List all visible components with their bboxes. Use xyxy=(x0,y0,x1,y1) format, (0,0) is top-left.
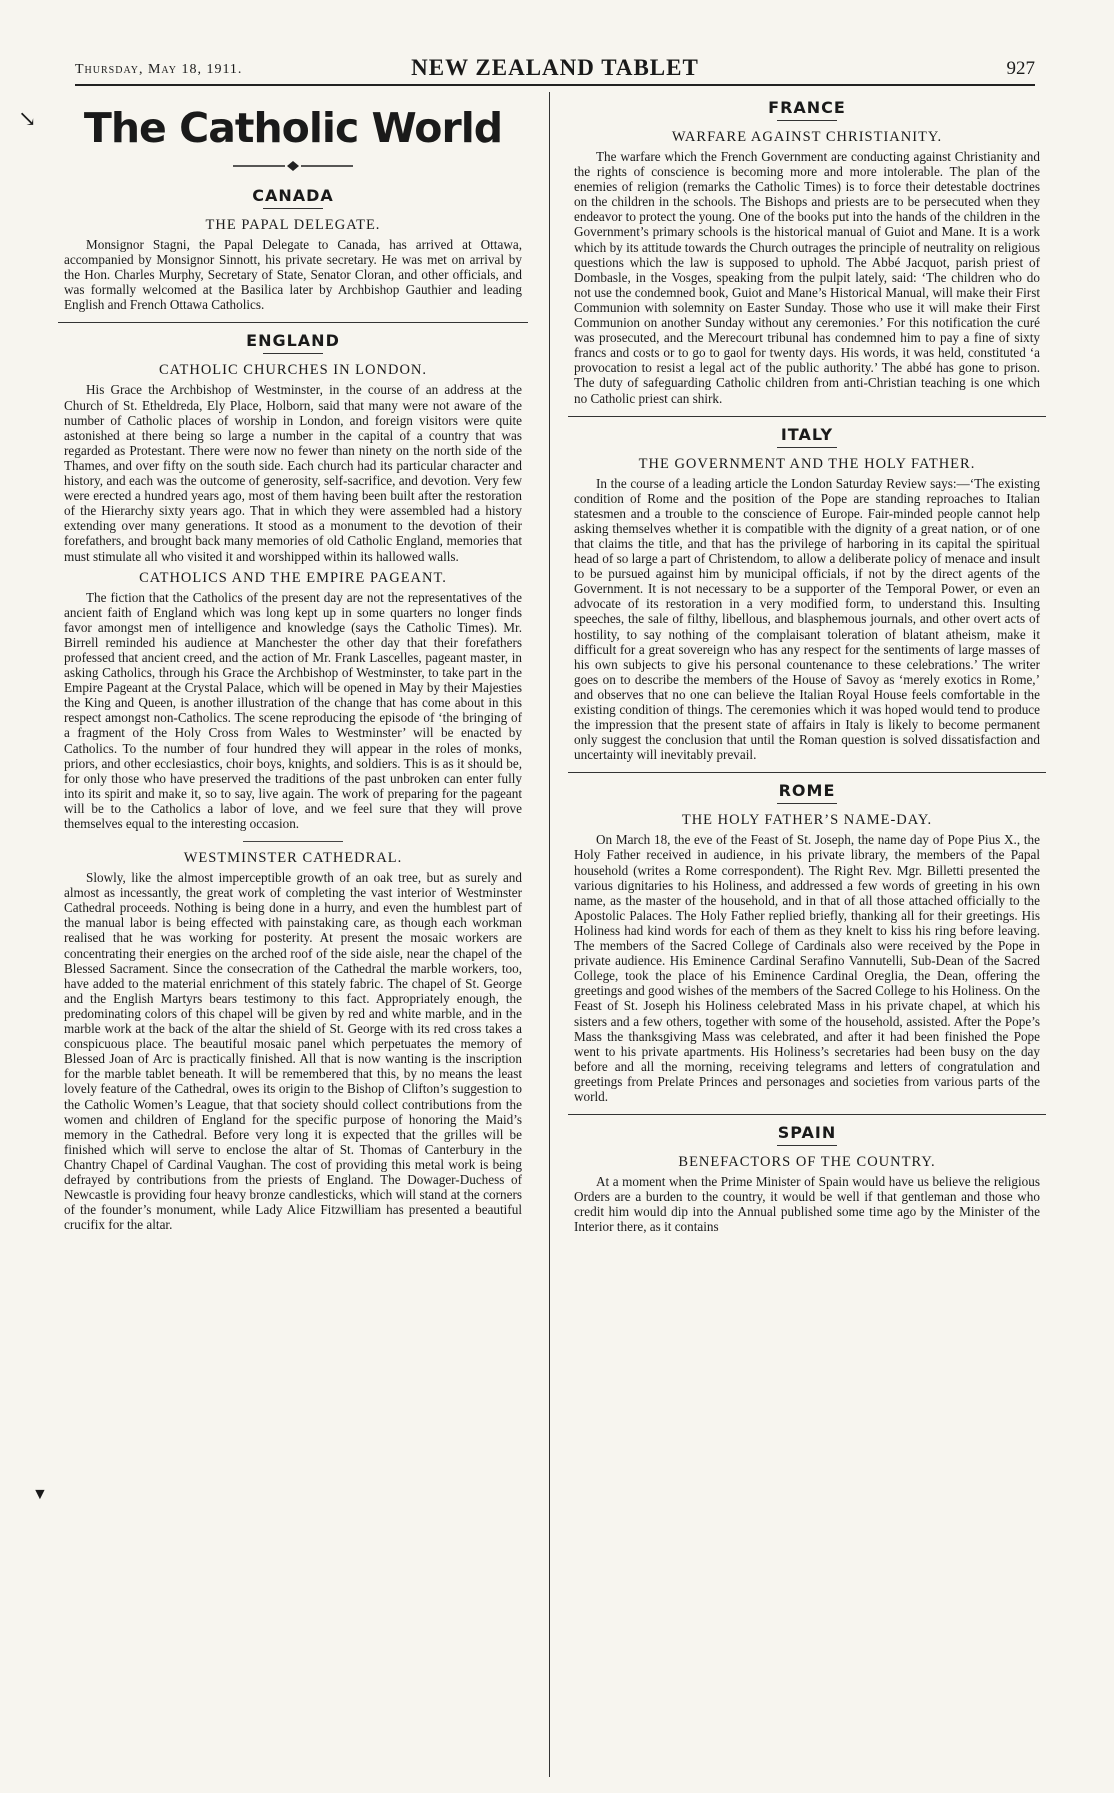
right-column xyxy=(568,92,1046,1782)
heading-rule xyxy=(777,803,837,804)
margin-pointer-icon: ▼ xyxy=(32,1486,48,1503)
country-heading: ROME xyxy=(778,781,836,801)
section-england xyxy=(58,331,528,1232)
article-paragraph: Monsignor Stagni, the Papal Delegate to Canada, has arrived at Ottawa, accompanied by Monsignor Sinnott, his private secretary. He was met on arrival by the Hon. Charles Murphy, Secretary of State, Senator Cloran, and other officials, and was formally welcomed at the Basilica later by Archbishop Gauthier and leading English and French Ottawa Catholics. xyxy=(64,237,522,313)
section-divider xyxy=(568,416,1046,417)
article-paragraph: At a moment when the Prime Minister of Spain would have us believe the religious Orders are a burden to the country, it would be well if that gentleman and those who credit him would dip into the Annual published some time ago by the Minister of the Interior there, as it contains xyxy=(574,1174,1040,1235)
section-italy xyxy=(568,425,1046,763)
heading-rule xyxy=(777,120,837,121)
article-heading: WESTMINSTER CATHEDRAL. xyxy=(183,850,403,867)
country-heading: CANADA xyxy=(252,186,334,205)
article-paragraph: On March 18, the eve of the Feast of St. Joseph, the name day of Pope Pius X., the Holy Father received in audience, in his private library, the members of the Papal household (writes a Rome correspondent). The Right Rev. Mgr. Billetti presented the various dignitaries to his Holiness, and addressed a few words of greeting in his own name, as the master of the household, and in that of all those attached officially to the Apostolic Palaces. The Holy Father replied briefly, thanking all for their greetings. His Holiness had kind words for each of them as they knelt to kiss his ring before leaving. The members of the Sacred College of Cardinals also were received by the Pope in private audience. His Eminence Cardinal Serafino Vannutelli, Sub-Dean of the Sacred College, took the place of his Eminence Cardinal Oreglia, the Dean, offering the greetings and good wishes of the members of the Sacred College to his Holiness. On the Feast of St. Joseph his Holiness celebrated Mass in his private chapel, at which his sisters and a few others, together with some of the household, assisted. After the Pope’s Mass the thanksgiving Mass was celebrated, and after it had been finished the Pope went to his private apartments. His Holiness’s secretaries had been busy on the day before and all the morning, receiving telegrams and letters of congratulation and greetings from Prelate Princes and personages and societies from various parts of the world. xyxy=(574,832,1040,1104)
country-heading: SPAIN xyxy=(777,1123,837,1143)
heading-rule xyxy=(263,208,323,209)
article-paragraph: The fiction that the Catholics of the present day are not the representatives of the ancient faith of England which was long kept up in some quarters no longer finds favor amongst men of intelligence and knowledge (says the Catholic Times). Mr. Birrell reminded his audience at Manchester the other day that their forefathers professed that ancient creed, and the action of Mr. Frank Lascelles, pageant master, in asking Catholics, through his Grace the Archbishop of Westminster, to take part in the Empire Pageant at the Crystal Palace, which will be opened in May by their Majesties the King and Queen, is another illustration of the change that has come about in this respect amongst non-Catholics. The scene reproducing the episode of ‘the bringing of a fragment of the Holy Cross from Wales to Westminster’ will be enacted by Catholics. To the number of four hundred they will appear in the roles of monks, priors, and other ecclesiastics, choir boys, knights, and soldiers. This is as it should be, for only those who have preserved the traditions of the past unbroken can enter fully into its spirit and make it, so to say, live again. The work of preparing for the pageant will be to the Catholics a labor of love, and we feel sure that they will prove themselves equal to the interesting occasion. xyxy=(64,589,522,831)
newspaper-title: NEW ZEALAND TABLET xyxy=(411,55,699,80)
masthead xyxy=(75,50,1035,86)
article-heading: BENEFACTORS OF THE COUNTRY. xyxy=(678,1154,936,1171)
section-divider xyxy=(568,1114,1046,1115)
title-ornament xyxy=(58,158,528,176)
country-heading: ENGLAND xyxy=(246,331,340,351)
page-number: 927 xyxy=(1006,58,1035,79)
column-divider xyxy=(549,92,550,1777)
country-heading: FRANCE xyxy=(768,98,846,117)
issue-date: Thursday, May 18, 1911. xyxy=(75,62,243,77)
section-divider xyxy=(568,772,1046,773)
article-heading: THE PAPAL DELEGATE. xyxy=(205,217,381,233)
left-column xyxy=(58,92,528,1782)
heading-rule xyxy=(263,353,323,354)
article-paragraph: His Grace the Archbishop of Westminster, in the course of an address at the Church of St. Etheldreda, Ely Place, Holborn, said that many were not aware of the number of Catholic places of worship in London, and foreign visitors were quite astonished at there being so large a number in the capital of a country that was regarded as Protestant. There were now no fewer than ninety on the north side of the Thames, and over fifty on the south side. Each church had its particular character and history, and each was the outcome of generosity, self-sacrifice, and devotion. Very few were erected a hundred years ago, most of them having been built after the restoration of the Hierarchy sixty years ago. That in which they were assembled had a history extending over many generations. It stood as a monument to the devotion of their forefathers, and brought back many memories of old Catholic England, memories that must stimulate all who visited it and worshipped within its hallowed walls. xyxy=(64,382,522,564)
section-rome xyxy=(568,781,1046,1104)
section-canada xyxy=(58,186,528,312)
margin-arrow-icon: ↘ xyxy=(18,106,37,131)
section-spain xyxy=(568,1123,1046,1234)
page-title: The Catholic World xyxy=(83,104,503,152)
article-heading: THE GOVERNMENT AND THE HOLY FATHER. xyxy=(638,455,976,472)
section-divider xyxy=(58,322,528,323)
article-heading: CATHOLICS AND THE EMPIRE PAGEANT. xyxy=(139,569,447,586)
heading-rule xyxy=(777,447,837,448)
article-paragraph: In the course of a leading article the London Saturday Review says:—‘The existing condition of Rome and the position of the Pope are standing reproaches to Italian statesmen and a trouble to the conscience of Europe. Fair-minded people cannot help asking themselves whether it is compatible with the dignity of a great nation, or of one that claims the title, and that has the privilege of harboring in its capital the spiritual head of so large a part of Christendom, to allow a deliberate policy of menace and insult to be pursued against him by municipal officials, if not by the direct agents of the Government. It is not necessary to be a supporter of the Temporal Power, or even an advocate of its restoration in a very modified form, to understand this. Insulting speeches, the sale of filthy, libellous, and blasphemous journals, and other overt acts of hostility, to say nothing of the complaisant toleration of blatant atheism, make it difficult for a great sovereign who has any respect for the sentiments of large masses of his own subjects to give his personal countenance to these celebrations.’ The writer goes on to describe the members of the House of Savoy as ‘merely exotics in Rome,’ and observes that no one can believe the Italian Royal House feels comfortable in the existing condition of things. The ceremonies which it was hoped would tend to produce the impression that the present state of affairs in Italy is likely to become permanent only suggest the conclusion that until the Roman question is solved dissatisfaction and uncertainty will inevitably prevail. xyxy=(574,475,1040,763)
article-heading: THE HOLY FATHER’S NAME-DAY. xyxy=(681,812,933,829)
section-france xyxy=(568,98,1046,406)
heading-rule xyxy=(777,1145,837,1146)
article-heading: CATHOLIC CHURCHES IN LONDON. xyxy=(158,362,428,379)
article-paragraph: Slowly, like the almost imperceptible growth of an oak tree, but as surely and almost as incessantly, the great work of completing the vast interior of Westminster Cathedral proceeds. Nothing is being done in a hurry, and even the humblest part of the manual labor is being effected with painstaking care, as though each workman realised that he was working for posterity. At present the mosaic workers are concentrating their energies on the arched roof of the side aisle, near the chapel of the Blessed Sacrament. Since the consecration of the Cathedral the marble workers, too, have added to the material enrichment of this stately fabric. The chapel of St. George and the English Martyrs bears testimony to this fact. Appropriately enough, the predominating colors of this chapel will be given by red and white marble, and in the marble work at the back of the altar the shield of St. George with its red cross takes a conspicuous place. The beautiful mosaic panel which perpetuates the memory of Blessed Joan of Arc is practically finished. All that is now wanting is the inscription for the marble tablet beneath. It will be remembered that this, by no means the least lovely feature of the Cathedral, owes its origin to the Bishop of Clifton’s suggestion to the Catholic Women’s League, that that society should collect contributions from the women and children of England for the specific purpose of honoring the Maid’s memory in the Cathedral. Before very long it is expected that the grilles will be finished which will serve to enclose the altar of St. Thomas of Canterbury in the Chantry Chapel of Cardinal Vaughan. The cost of providing this metal work is being defrayed by contributions from the priests of England. The Dowager-Duchess of Newcastle is providing four heavy bronze candlesticks, which will stand at the corners of the founder’s monument, while Lady Alice Fitzwilliam has presented a beautiful crucifix for the altar. xyxy=(64,870,522,1233)
article-heading: WARFARE AGAINST CHRISTIANITY. xyxy=(671,129,943,145)
article-paragraph: The warfare which the French Government are conducting against Christianity and the rights of conscience is becoming more and more intolerable. The plan of the enemies of religion (remarks the Catholic Times) is to force their detestable doctrines on the children in the schools. The Bishops and priests are to be persecuted when they endeavor to protect the young. One of the books put into the hands of the children in the Government’s primary schools is the historical manual of Guiot and Mane. It is a work which by its attitude towards the Church outrages the principle of neutrality on religious questions which the law is supposed to uphold. The Abbé Jacquot, parish priest of Dombasle, in the Vosges, speaking from the pulpit lately, said: ‘The children who do not use the condemned book, Guiot and Mane’s Historical Manual, will make their First Communion with solemnity on Easter Sunday. Those who use it will make their First Communion on another Sunday without any ceremonies.’ For this notification the curé was prosecuted, and the Merecourt tribunal has condemned him to pay a fine of sixty francs and costs or to go to gaol for twenty days. His words, it was held, constituted ‘a provocation to resist a legal act of the public authority.’ The abbé has gone to prison. The duty of safeguarding Catholic children from anti-Christian teaching is one which no Catholic priest can shirk. xyxy=(574,149,1040,406)
country-heading: ITALY xyxy=(780,424,834,444)
article-divider xyxy=(243,841,343,842)
